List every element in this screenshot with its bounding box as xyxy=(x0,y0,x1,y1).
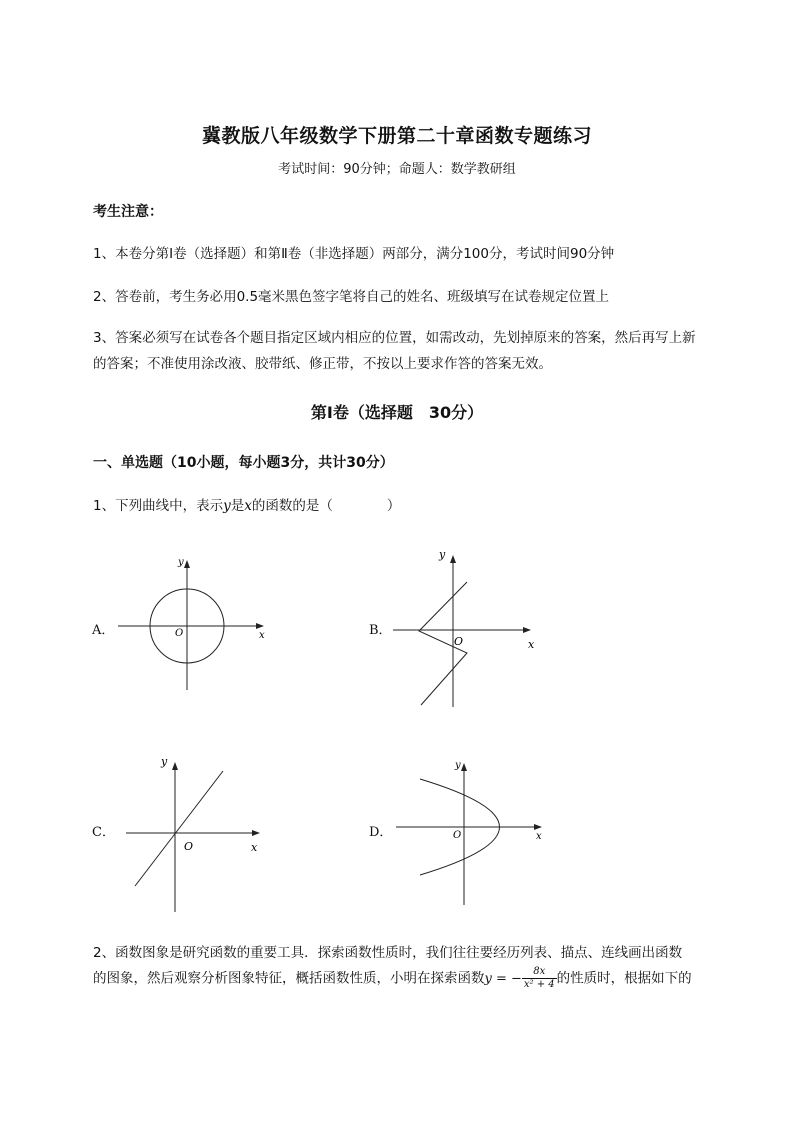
exam-info: 考试时间：90分钟；命题人：数学教研组 xyxy=(278,162,516,177)
notice-item-2: 2、答卷前，考生务必用0.5毫米黑色签字笔将自己的姓名、班级填写在试卷规定位置上 xyxy=(93,289,610,305)
y-label: y xyxy=(161,755,168,768)
q2-formula-denominator: x² + 4 xyxy=(523,979,555,990)
option-b-label[interactable]: B． xyxy=(369,623,392,638)
q2-formula-numerator: 8x xyxy=(522,966,557,979)
option-c-label[interactable]: C． xyxy=(92,825,115,840)
y-axis-arrow xyxy=(461,763,467,771)
x-label: x xyxy=(528,638,535,651)
q2-formula-lhs: y = − xyxy=(484,971,522,987)
q1-var-y: y xyxy=(223,498,231,514)
x-axis-arrow xyxy=(523,627,531,633)
option-b-graph[interactable] xyxy=(385,545,550,715)
notice-item-3-cont: 的答案；不准使用涂改液、胶带纸、修正带，不按以上要求作答的答案无效。 xyxy=(93,356,552,372)
q1-var-x: x xyxy=(244,498,252,514)
y-label: y xyxy=(178,557,184,568)
question-2-line-2 xyxy=(93,966,692,991)
option-d-label[interactable]: D． xyxy=(369,825,393,840)
part-heading: 一、单选题（10小题，每小题3分，共计30分） xyxy=(93,455,394,471)
option-a-label[interactable]: A． xyxy=(92,623,115,638)
question-1 xyxy=(93,494,400,514)
origin-label: O xyxy=(175,628,184,639)
notice-item-1: 1、本卷分第I卷（选择题）和第Ⅱ卷（非选择题）两部分，满分100分，考试时间90分钟 xyxy=(93,246,615,262)
x-axis-arrow xyxy=(534,824,542,830)
origin-label: O xyxy=(184,840,194,853)
q1-mid: 是 xyxy=(230,498,245,514)
question-2-line-1: 2、函数图象是研究函数的重要工具．探索函数性质时，我们往往要经历列表、描点、连线画出函数 xyxy=(93,945,683,961)
y-axis-arrow xyxy=(172,762,178,770)
y-axis-arrow xyxy=(450,555,456,563)
q2-line2-suffix: 的性质时，根据如下的 xyxy=(556,970,692,987)
q2-formula-fraction xyxy=(522,966,557,991)
line-curve xyxy=(135,771,223,886)
option-a-graph[interactable] xyxy=(110,552,270,692)
q1-prefix: 1、下列曲线中，表示 xyxy=(93,498,224,514)
q2-line2-prefix: 的图象，然后观察分析图象特征，概括函数性质，小明在探索函数 xyxy=(93,970,485,987)
y-label: y xyxy=(439,548,446,561)
option-d-graph[interactable] xyxy=(390,755,555,910)
x-label: x xyxy=(259,630,265,641)
option-c-graph[interactable] xyxy=(120,752,270,917)
notice-item-3: 3、答案必须写在试卷各个题目指定区域内相应的位置，如需改动，先划掉原来的答案，然后再写上新 xyxy=(93,330,696,346)
x-label: x xyxy=(251,841,258,854)
x-axis-arrow xyxy=(252,830,260,836)
y-axis-arrow xyxy=(184,560,190,568)
origin-label: O xyxy=(454,635,464,648)
y-label: y xyxy=(455,760,461,771)
page-title: 冀教版八年级数学下册第二十章函数专题练习 xyxy=(201,125,592,147)
section-title: 第I卷（选择题 30分） xyxy=(310,403,484,422)
x-axis-arrow xyxy=(256,623,264,629)
notice-heading: 考生注意： xyxy=(93,204,163,220)
q1-suffix: 的函数的是（ ） xyxy=(251,498,401,514)
origin-label: O xyxy=(453,830,462,841)
x-label: x xyxy=(536,831,542,842)
